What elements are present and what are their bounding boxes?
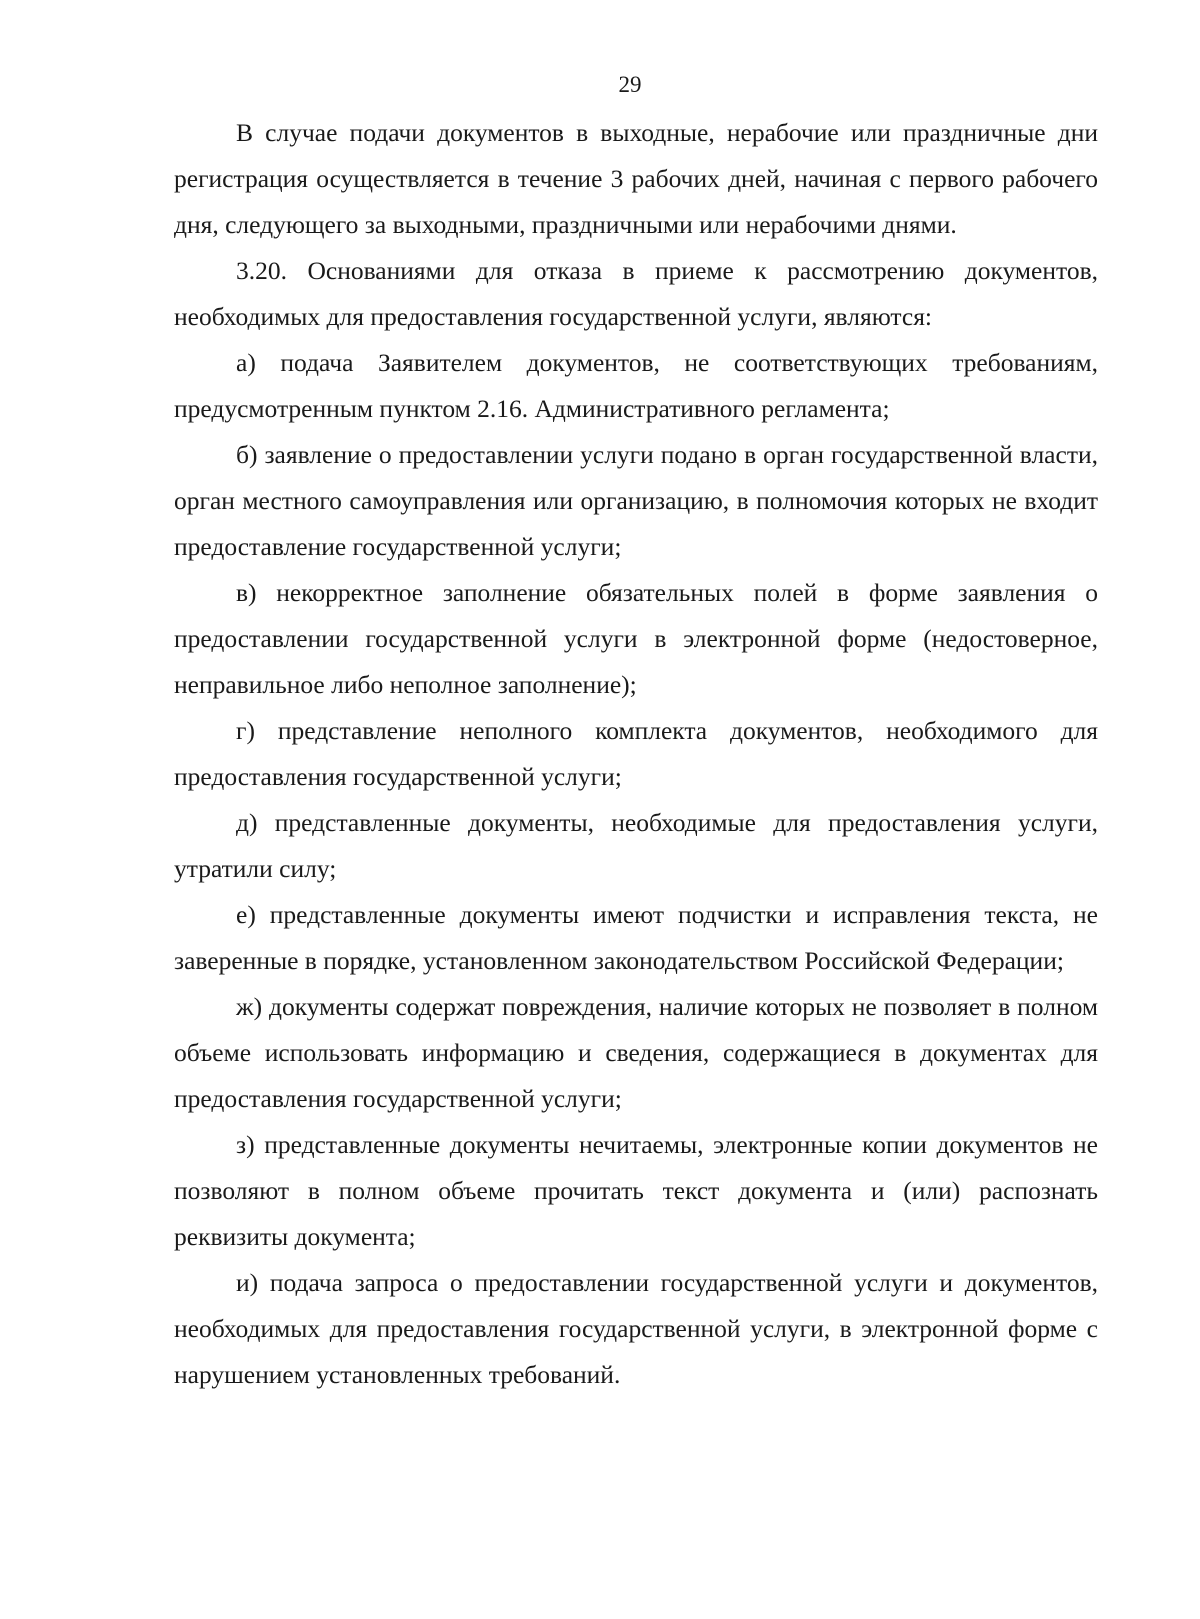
paragraph-weekend-registration: В случае подачи документов в выходные, нерабочие или праздничные дни регистрация осуществляется в течение 3 рабочих дней, начиная с первого рабочего дня, следующего за выходными, праздничными или нерабочими днями. — [174, 118, 1098, 239]
list-item-z: з) представленные документы нечитаемы, электронные копии документов не позволяют в полном объеме прочитать текст документа и (или) распознать реквизиты документа; — [174, 1130, 1098, 1251]
page-number: 29 — [618, 72, 642, 97]
list-item-d: д) представленные документы, необходимые для предоставления услуги, утратили силу; — [174, 808, 1098, 883]
list-item-v: в) некорректное заполнение обязательных полей в форме заявления о предоставлении государственной услуги в электронной форме (недостоверное, неправильное либо неполное заполнение); — [174, 578, 1098, 699]
document-body — [174, 110, 1098, 1398]
list-item-a: а) подача Заявителем документов, не соответствующих требованиям, предусмотренным пунктом 2.16. Административного регламента; — [174, 348, 1098, 423]
list-item-e: е) представленные документы имеют подчистки и исправления текста, не заверенные в порядке, установленном законодательством Российской Федерации; — [174, 900, 1098, 975]
paragraph-3-20-refusal-grounds: 3.20. Основаниями для отказа в приеме к рассмотрению документов, необходимых для предоставления государственной услуги, являются: — [174, 256, 1098, 331]
list-item-zh: ж) документы содержат повреждения, наличие которых не позволяет в полном объеме использовать информацию и сведения, содержащиеся в документах для предоставления государственной услуги; — [174, 992, 1098, 1113]
list-item-g: г) представление неполного комплекта документов, необходимого для предоставления государственной услуги; — [174, 716, 1098, 791]
list-item-b: б) заявление о предоставлении услуги подано в орган государственной власти, орган местного самоуправления или организацию, в полномочия которых не входит предоставление государственной услуги; — [174, 440, 1098, 561]
list-item-i: и) подача запроса о предоставлении государственной услуги и документов, необходимых для предоставления государственной услуги, в электронной форме с нарушением установленных требований. — [174, 1268, 1098, 1389]
